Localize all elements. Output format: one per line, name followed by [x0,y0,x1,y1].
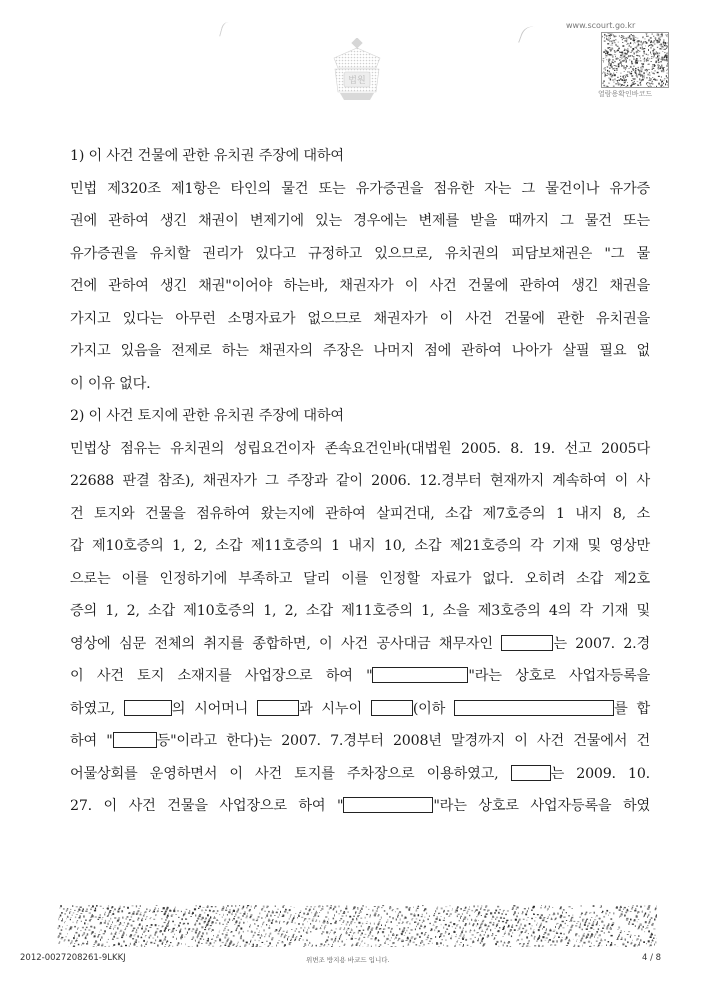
text-span: 하였고, [70,700,124,717]
redaction-box [501,635,553,651]
text-span: 의 시어머니 [171,700,258,717]
text-span: "라는 상호로 사업자등록을 [468,668,650,684]
text-span: 27. 이 사건 건물을 사업장으로 하여 " [70,798,344,814]
text-span: 를 합 [614,700,650,717]
text-span: 어물상회를 운영하면서 이 사건 토지를 주차장으로 이용하였고, [70,765,511,782]
text-span: 는 2009. 10. [550,765,650,782]
paragraph-line: 권에 관하여 생긴 채권이 변제기에 있는 경우에는 변제를 받을 때까지 그 물건 또는 [70,213,650,229]
paragraph-line [70,790,650,823]
redaction-box [124,700,172,716]
text-span: 과 시누이 [299,700,371,717]
paragraph-line: 으로는 이를 인정하기에 부족하고 달리 이를 인정할 자료가 없다. 오히려 소갑 제2호 [70,570,650,587]
section-heading: 2) 이 사건 토지에 관한 유치권 주장에 대하여 [70,408,344,424]
paragraph-line: 22688 판결 참조), 채권자가 그 주장과 같이 2006. 12.경부터 현재까지 계속하여 이 사 [70,473,650,489]
text-span: "라는 상호로 사업자등록을 하였 [433,798,650,814]
text-span: 이 사건 토지 소재지를 사업장으로 하여 " [70,668,373,684]
court-seal-icon [326,38,388,104]
paragraph-line [70,758,650,791]
paragraph-line: 가지고 있다는 아무런 소명자료가 없으므로 채권자가 이 사건 건물에 관한 유치권을 [70,310,650,327]
text-span: (이하 [412,700,455,717]
page-number: 4 / 8 [642,953,662,963]
paragraph-line [70,693,650,726]
redaction-box [372,667,468,683]
paragraph-line: 이 이유 없다. [70,375,151,392]
document-id: 2012-0027208261-9LKKJ [20,953,126,963]
redaction-box [257,700,299,716]
verification-barcode [601,32,669,88]
scan-mark [518,24,541,49]
redaction-box [511,765,551,781]
document-body [70,140,650,823]
paragraph-line: 민법 제320조 제1항은 타인의 물건 또는 유가증권을 점유한 자는 그 물건이나 유가증 [70,180,650,197]
text-span: 등"이라고 한다)는 2007. 7.경부터 2008년 말경까지 이 사건 건물에서 건 [156,733,650,749]
paragraph-line: 갑 제10호증의 1, 2, 소갑 제11호증의 1 내지 10, 소갑 제21호증의 각 기재 및 영상만 [70,538,650,554]
qr-label: 열람용확인바코드 [598,90,653,98]
seal-text: 법원 [348,76,366,86]
paragraph-line [70,725,650,758]
paragraph-line: 민법상 점유는 유치권의 성립요건이자 존속요건인바(대법원 2005. 8. 19. 선고 2005다 [70,440,650,457]
text-span: 는 2007. 2.경 [553,635,650,652]
paragraph-line: 증의 1, 2, 소갑 제10호증의 1, 2, 소갑 제11호증의 1, 소을 제3호증의 4의 각 기재 및 [70,603,650,619]
section-heading: 1) 이 사건 건물에 관한 유치권 주장에 대하여 [70,148,344,164]
paragraph-line [70,628,650,661]
paragraph-line: 가지고 있음을 전제로 하는 채권자의 주장은 나머지 점에 관하여 나아가 살필 필요 없 [70,343,650,359]
paragraph-line: 유가증권을 유치할 권리가 있다고 규정하고 있으므로, 유치권의 피담보채권은 "그 물 [70,245,650,262]
redaction-box [454,700,614,716]
barcode-notice: 위변조 방지용 바코드 입니다. [306,956,390,964]
redaction-box [113,732,157,748]
anti-forgery-barcode [57,905,657,947]
paragraph-line: 건 토지와 건물을 점유하여 왔는지에 관하여 살피건대, 소갑 제7호증의 1 내지 8, 소 [70,505,650,522]
text-span: 하여 " [70,733,113,749]
scan-mark [219,21,234,39]
paragraph-line [70,660,650,693]
qr-url: www.scourt.go.kr [566,21,636,30]
redaction-box [343,797,433,813]
paragraph-line: 건에 관하여 생긴 채권"이어야 하는바, 채권자가 이 사건 건물에 관하여 생긴 채권을 [70,278,650,294]
text-span: 영상에 심문 전체의 취지를 종합하면, 이 사건 공사대금 채무자인 [70,635,502,652]
redaction-box [371,700,413,716]
